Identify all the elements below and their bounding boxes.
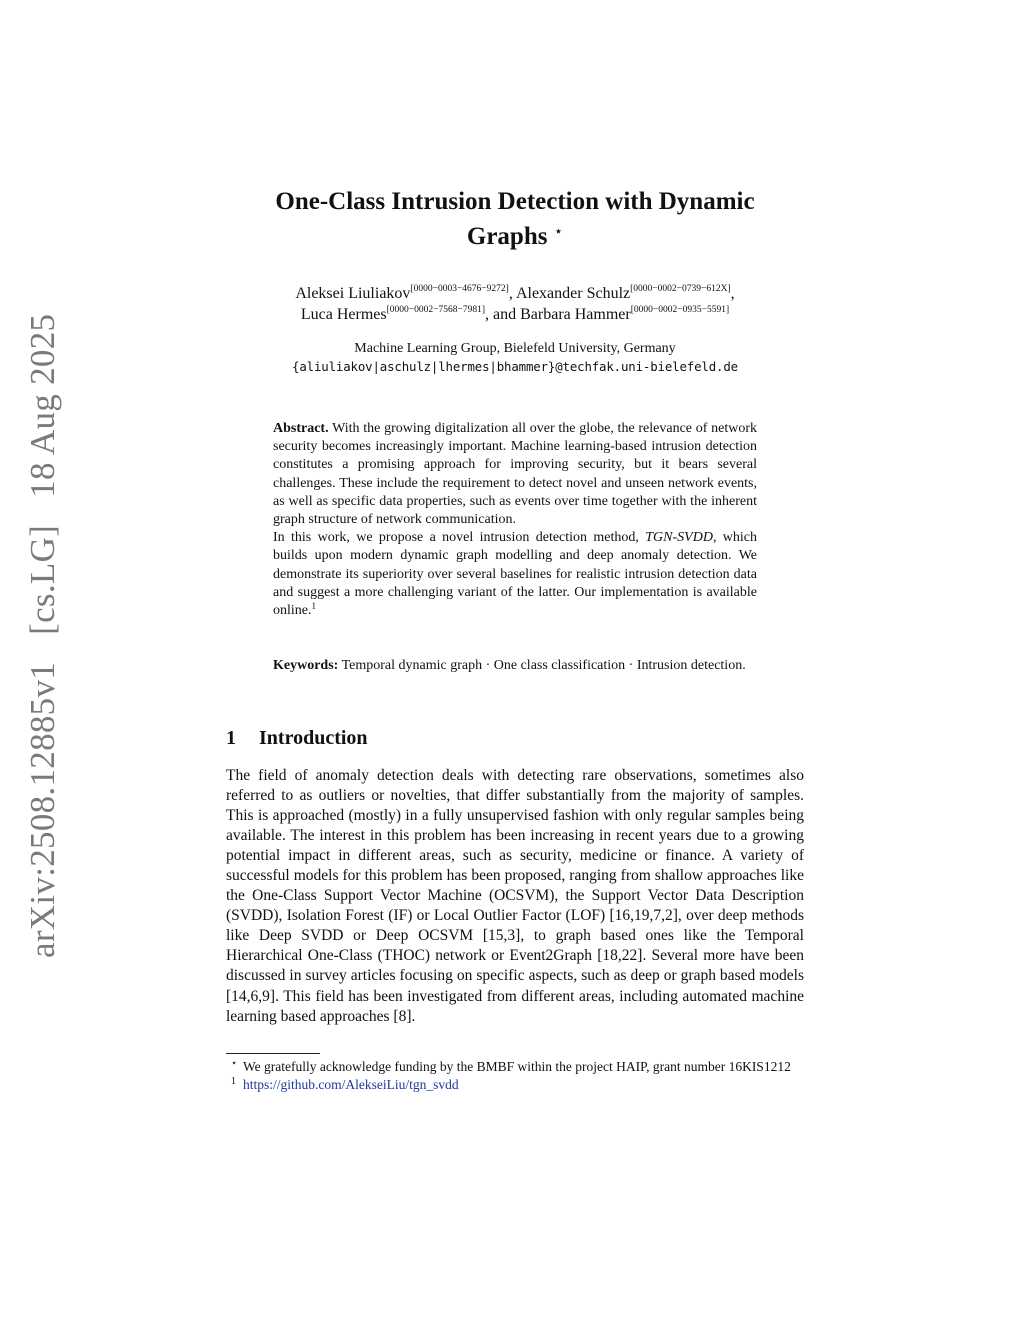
author-orcid: [0000−0002−0739−612X] xyxy=(630,284,731,294)
title-line-1: One-Class Intrusion Detection with Dynamic xyxy=(275,188,755,215)
arxiv-side-stamp xyxy=(23,313,63,958)
author-orcid: [0000−0002−7568−7981] xyxy=(386,305,485,315)
author-name: Alexander Schulz xyxy=(515,285,631,302)
author-separator: , xyxy=(508,285,516,302)
author-emails[interactable]: {aliuliakov|aschulz|lhermes|bhammer}@techfak.uni-bielefeld.de xyxy=(292,359,738,374)
author-separator: , xyxy=(730,285,735,302)
footnote-text: We gratefully acknowledge funding by the BMBF within the project HAIP, grant number 16KIS1212 xyxy=(243,1059,791,1074)
author-list xyxy=(200,283,830,325)
footnotes xyxy=(226,1058,804,1094)
affiliation xyxy=(200,340,830,376)
keywords-text: Temporal dynamic graph · One class classification · Intrusion detection. xyxy=(341,658,746,673)
author-name: Barbara Hammer xyxy=(520,306,631,323)
author-name: Luca Hermes xyxy=(300,306,387,323)
footnote-mark: ⋆ xyxy=(231,1058,238,1069)
title-footnote-mark[interactable]: ⋆ xyxy=(553,224,564,240)
arxiv-date: 18 Aug 2025 xyxy=(23,313,62,498)
abstract-text-2b: , which builds upon modern dynamic graph modelling and deep anomaly detection. We demonstrate its superiority over several baselines for realistic intrusion detection data and suggest a more challenging variant of the latter. Our implementation is available online. xyxy=(273,530,758,619)
title-line-2: Graphs xyxy=(466,223,548,250)
author-separator: , and xyxy=(485,306,521,323)
arxiv-id[interactable]: arXiv:2508.12885v1 xyxy=(23,661,62,958)
footnote-mark: 1 xyxy=(231,1076,236,1087)
footnote-code-link xyxy=(226,1076,804,1094)
affiliation-group: Machine Learning Group, Bielefeld University, Germany xyxy=(354,341,676,356)
arxiv-category: [cs.LG] xyxy=(23,524,62,635)
keywords-label: Keywords: xyxy=(273,658,339,673)
footnote-rule xyxy=(226,1053,320,1054)
section-heading xyxy=(226,726,368,750)
method-name: TGN-SVDD xyxy=(645,530,713,546)
abstract-block xyxy=(273,420,757,620)
author-orcid: [0000−0003−4676−9272] xyxy=(410,284,509,294)
author-orcid: [0000−0002−0935−5591] xyxy=(630,305,730,315)
abstract-paragraph-1 xyxy=(273,420,757,529)
abstract-label: Abstract. xyxy=(273,421,329,436)
paper-title xyxy=(200,186,830,252)
author-name: Aleksei Liuliakov xyxy=(295,285,411,302)
abstract-text-1: With the growing digitalization all over the globe, the relevance of network security becomes increasingly important. Machine learning-based intrusion detection constitutes a promising approach for improving security, but it bears several challenges. These include the requirement to detect novel and unseen network events, as well as specific data properties, such as events over time together with the inherent graph structure of network communication. xyxy=(273,421,758,528)
footnote-funding xyxy=(226,1058,804,1076)
section-number: 1 xyxy=(226,727,236,749)
section-title: Introduction xyxy=(259,727,368,749)
keywords-block xyxy=(273,657,757,675)
github-link[interactable]: https://github.com/AlekseiLiu/tgn_svdd xyxy=(243,1077,459,1092)
section-body xyxy=(226,766,804,1027)
abstract-text-2a: In this work, we propose a novel intrusion detection method, xyxy=(273,530,639,546)
abstract-paragraph-2 xyxy=(273,529,757,620)
footnote-ref-1[interactable]: 1 xyxy=(311,601,316,612)
intro-paragraph: The field of anomaly detection deals with detecting rare observations, sometimes also referred to as outliers or novelties, that differ substantially from the majority of samples. This is approached (mostly) in a fully unsupervised fashion with only regular samples being available. The interest in this problem has been increasing in recent years due to a growing potential impact in different areas, such as security, medicine or finance. A variety of successful models for this problem has been proposed, ranging from shallow approaches like the One-Class Support Vector Machine (OCSVM), the Support Vector Data Description (SVDD), Isolation Forest (IF) or Local Outlier Factor (LOF) [16,19,7,2], over deep methods like Deep SVDD or Deep OCSVM [15,3], to graph based ones like the Temporal Hierarchical One-Class (THOC) network or Event2Graph [18,22]. Several more have been discussed in survey articles focusing on specific aspects, such as deep or graph based models [14,6,9]. This field has been investigated from different areas, including automated machine learning based approaches [8]. xyxy=(226,767,804,1025)
